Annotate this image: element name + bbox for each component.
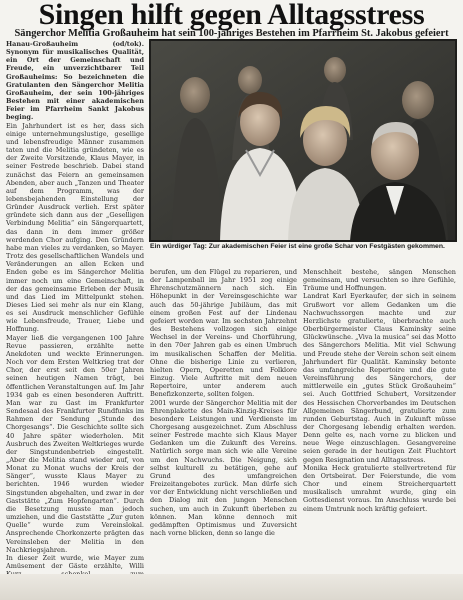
photo-caption: Ein würdiger Tag: Zur akademischen Feier ist eine große Schar von Festgästen gekommen. — [150, 243, 445, 250]
article-paragraph: berufen, um den Flügel zu reparieren, und der Lampenball im Jahr 1951 zog einige Ehrenschutzmännern nach sich. Ein Höhepunkt in der Vereinsgeschichte war auch das 50-jährige Jubiläum, das mit einem großen Fest auf der Lindenau gefeiert worden war. Im sechsten Jahrzehnt des Bestehens vollzogen sich einige Wechsel in der Vereins- und Chorführung, in den 70er Jahren gab es einen Umbruch im musikalischen Schaffen der Melitia. Ohne die bisherige Linie zu verlieren, hielten Opern, Operetten und Folklore Einzug. Viele Auftritte mit dem neuen Repertoire, unter anderem auch Benefizkonzerte, sollten folgen. — [150, 268, 297, 399]
article-subhead: Sängerchor Melitia Großauheim hat sein 100-jähriges Bestehen im Pfarrheim St. Jakobus gefeiert — [14, 28, 449, 39]
article-paragraph: Monika Heck gratulierte stellvertretend für den Ortsbeirat. Der Feierstunde, die vom Chor und einem Streicherquartett musikalisch umrahmt wurde, ging ein Gottesdienst voraus. Im Anschluss wurde bei einem Umtrunk noch kräftig gefeiert. — [303, 463, 456, 513]
scan-background — [0, 574, 463, 600]
article-photo — [150, 40, 456, 241]
article-paragraph: Landrat Karl Eyerkaufer, der sich in seinem Grußwort vor allem Gedanken um die Nachwuchssorgen machte und zur Herzlichste gratulierte, überbrachte auch Oberbürgermeister Claus Kaminsky seine Glückwünsche. „Viva la musica“ sei das Motto des Sängerchors Melitia. Mit viel Schwung und Freude stehe der Verein schon seit einem Jahrhundert für Qualität. Kaminsky betonte das umfangreiche Repertoire und die gute Vereinsführung des Sängerchors, der mittlerweile ein „gutes Stück Großauheim“ sei. Auch Gottfried Schubert, Vorsitzender des Hessischen Chorverbandes im Deutschen Allgemeinen Sängerbund, gratulierte zum runden Geburtstag. Auch in Zukunft müsse der Chorgesang lebendig erhalten werden. Denn gelte es, nach vorne zu blicken und neue Wege einzuschlagen. Gesangvereine seien gerade in der heutigen Zeit Fluchtort gegen Resignation und Alltagsstress. — [303, 292, 456, 464]
article-paragraph: Menschheit bestehe, sängen Menschen gemeinsam, und versuchten so ihre Gefühle, Träume und Hoffnungen. — [303, 268, 456, 293]
article-paragraph: 2001 wurde der Sängerchor Melitia mit der Ehrenplakette des Main-Kinzig-Kreises für besondere Leistungen und Verdienste im Chorgesang ausgezeichnet. Zum Abschluss seiner Festrede machte sich Klaus Mayer Gedanken um die Zukunft des Vereins. Natürlich sorge man sich wie alle Vereine um den Nachwuchs. Die Neigung, sich selbst kulturell zu betätigen, gehe auf Grund des umfangreichen Freizeitangebotes zurück. Man dürfe sich vor der Entwicklung nicht verschließen und den Dialog mit den jungen Menschen suchen, um auch in Zukunft überleben zu können. Man könne dennoch mit gedämpften Optimismus und Zuversicht nach vorne blicken, denn so lange die — [150, 398, 297, 537]
article-paragraph: Ein Jahrhundert ist es her, dass sich einige unternehmungslustige, gesellige und lebensfreudige Männer zusammen taten und die Melitia gründeten, wie es der Zweite Vorsitzende, Klaus Mayer, in seiner Festrede beschrieb. Dabei stand zunächst das Feiern an gemeinsamen Abenden, aber auch „Tanzen und Theater auf dem Programm, was der lebensbejahenden Einstellung der Gründer Ausdruck verlieh. Erst später gründete sich dann aus der „Geselligen Verbindung Melitia“ ein Sängerquartett, das dann in dem immer größer werdenden Chor aufging. Den Gründern habe man vieles zu verdanken, so Mayer. Trotz des gesellschaftlichen Wandels und Veränderungen an allen Ecken und Enden gebe es im Sängerchor Melitia immer noch um eine Gemeinschaft, in der das gemeinsame Erleben der Musik und das Lied im Mittelpunkt stehen. Dieses Lied sei mehr als nur ein Klang, es sei Ausdruck menschlicher Gefühle wie Lebensfreude, Trauer, Liebe und Hoffnung. — [6, 121, 144, 334]
article-column-1 — [6, 40, 144, 570]
article-lead-paragraph: Hanau-Großauheim (od/tok). Synonym für musikalisches Qualität, ein Ort der Gemeinschaft und Freude, ein unverzichtbarer Teil Großauheims: So bezeichneten die Gratulanten den Sängerchor Melitia Großauheim, der sein 100-jähriges Bestehen mit einer akademischen Feier im Pfarrheim Sankt Jakobus beging. — [6, 40, 144, 122]
article-column-2 — [150, 268, 297, 568]
article-headline: Singen hilft gegen Alltagsstress — [38, 0, 425, 31]
audience-photo-illustration — [150, 40, 456, 241]
article-paragraph: Mayer ließ die vergangenen 100 Jahre Revue passieren, erzählte nette Anekdoten und weckte Erinnerungen. Noch vor dem Ersten Weltkrieg trat der Chor, der erst seit den 50er Jahren seinen heutigen Namen trägt, bei öffentlichen Veranstaltungen auf. Im Jahr 1934 gab es einen besonderen Auftritt. Man war zu Gast im Frankfurter Sendesaal des Frankfurter Rundfunks im Rahmen der Sendung „Stunde des Chorgesangs“. Die Geschichte sollte sich 40 Jahre später wiederholen. Mit Ausbruch des Zweiten Weltkrieges wurde der Singstundenbetrieb eingestellt. „Aber die Melitia stand wieder auf, von Monat zu Monat wuchs der Kreis der Sänger“, wusste Klaus Mayer zu berichten. 1946 wurden wieder Singstunden abgehalten, und zwar in der Gaststätte „Zum Hopfengarten“. Durch die Besetzung musste man jedoch umziehen, und die Gaststätte „Zur guten Quelle“ wurde zum Vereinslokal. Ansprechende Chorkonzerte prägten das Vereinsleben der Melitia in den Nachkriegsjahren. — [6, 333, 144, 554]
article-column-3 — [303, 268, 456, 568]
article-paragraph: In dieser Zeit wurde, wie Mayer zum Amüsement der Gäste erzählte, Willi — [6, 553, 144, 570]
